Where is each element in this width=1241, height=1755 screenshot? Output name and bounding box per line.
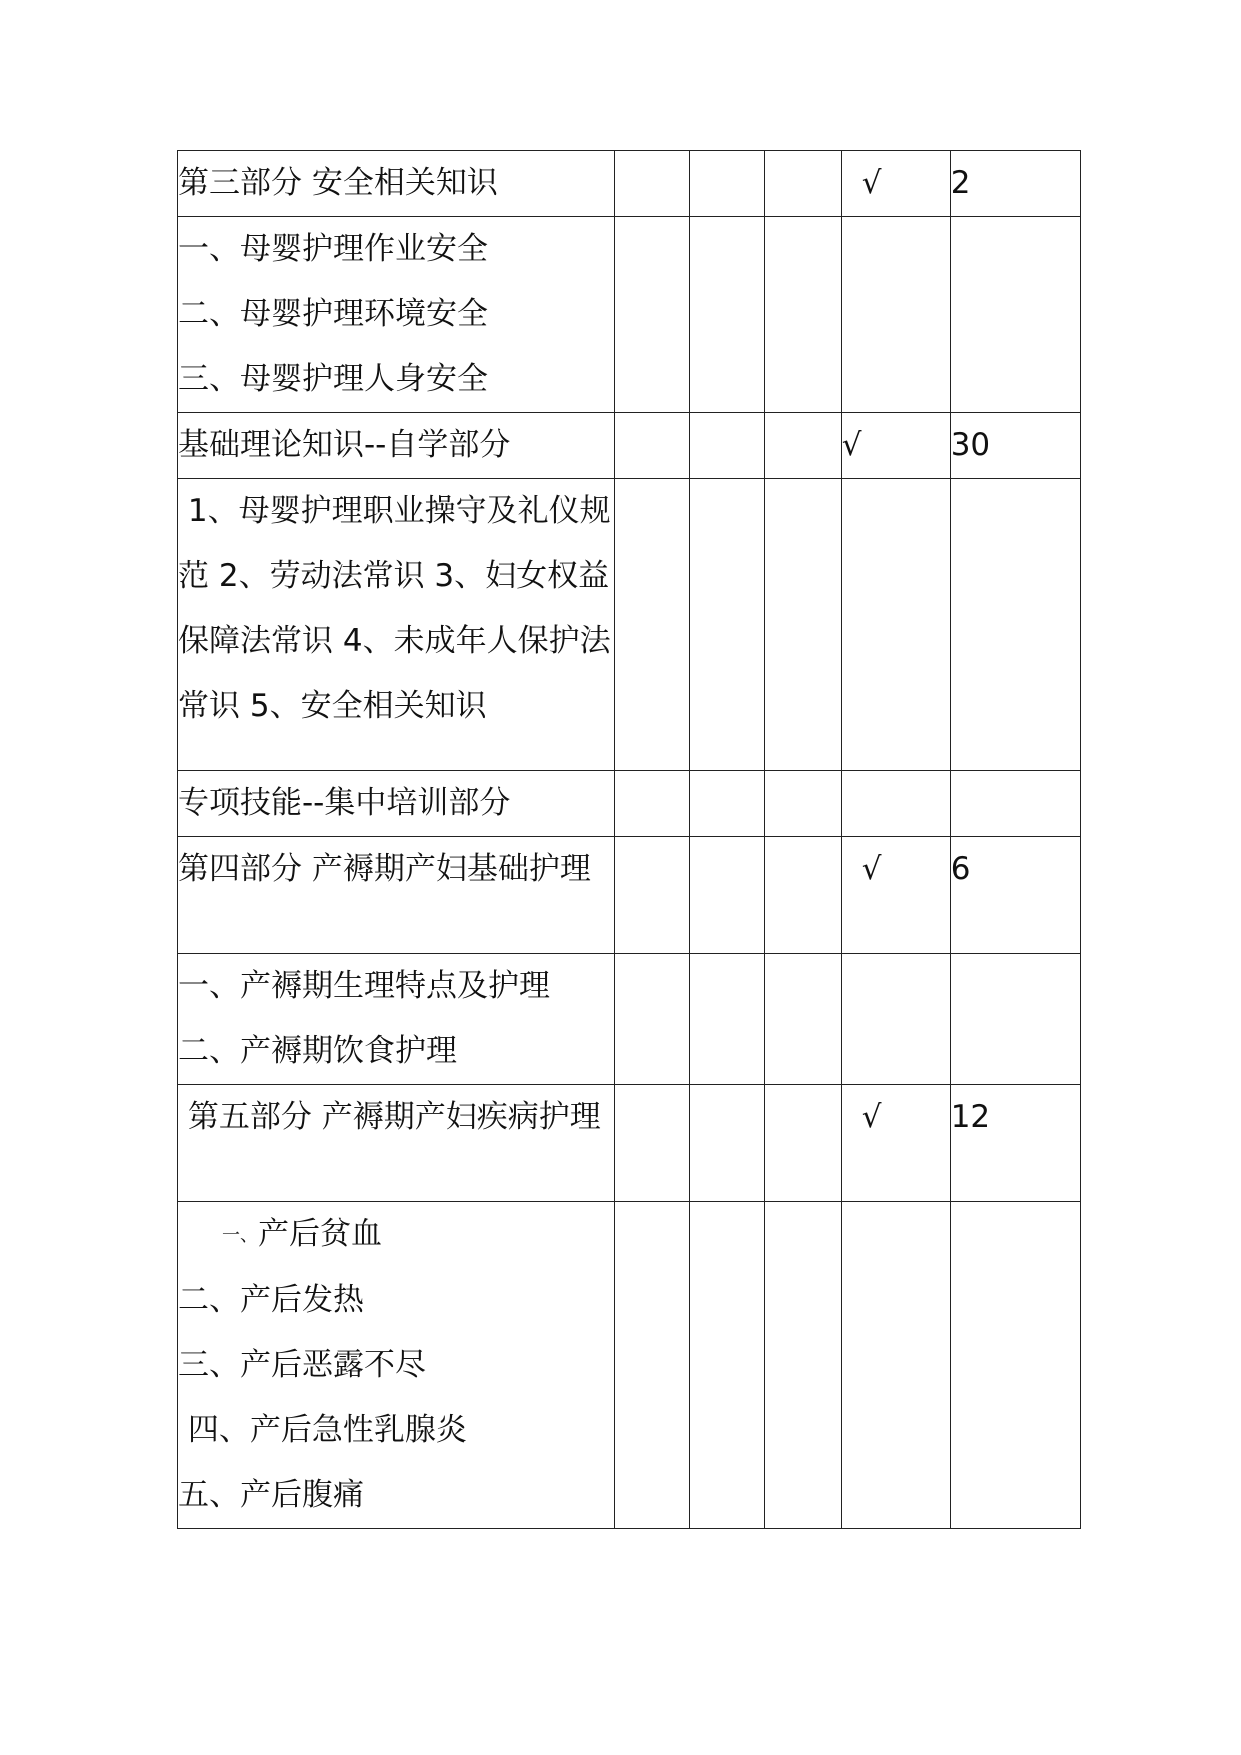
empty-cell (950, 479, 1080, 771)
empty-cell (841, 771, 950, 837)
empty-cell (950, 954, 1080, 1085)
empty-cell (690, 771, 765, 837)
check-cell (841, 151, 950, 217)
row-title: 基础理论知识--自学部分 (178, 427, 511, 463)
item-line: 五、产后腹痛 (178, 1477, 364, 1513)
course-table (177, 150, 1081, 1529)
row-title: 专项技能--集中培训部分 (178, 785, 511, 821)
empty-cell (841, 1202, 950, 1529)
hours-cell (950, 1085, 1080, 1202)
check-cell (841, 413, 950, 479)
table-row (178, 954, 1081, 1085)
hours-cell (950, 151, 1080, 217)
empty-cell (690, 413, 765, 479)
empty-cell (690, 217, 765, 413)
empty-cell (614, 771, 689, 837)
item-text: 产后贫血 (258, 1216, 382, 1252)
empty-cell (690, 1202, 765, 1529)
row-title-cell (178, 837, 615, 954)
hours-value: 12 (950, 1099, 991, 1135)
check-mark: √ (861, 165, 882, 201)
row-items-cell (178, 954, 615, 1085)
item-line: 二、母婴护理环境安全 (178, 296, 488, 332)
empty-cell (614, 479, 689, 771)
empty-cell (614, 1085, 689, 1202)
item-line: 二、产褥期饮食护理 (178, 1033, 457, 1069)
row-title: 第五部分 产褥期产妇疾病护理 (178, 1099, 601, 1135)
row-title-cell (178, 151, 615, 217)
table-row (178, 151, 1081, 217)
check-cell (841, 837, 950, 954)
row-title-cell (178, 413, 615, 479)
table-row (178, 413, 1081, 479)
item-line: 一、产褥期生理特点及护理 (178, 968, 550, 1004)
empty-cell (765, 837, 841, 954)
item-line: 一、母婴护理作业安全 (178, 231, 488, 267)
hours-value: 30 (950, 427, 991, 463)
empty-cell (614, 837, 689, 954)
hours-value: 2 (950, 165, 971, 201)
row-items-cell (178, 479, 615, 771)
hours-value: 6 (950, 851, 971, 887)
empty-cell (690, 1085, 765, 1202)
empty-cell (765, 771, 841, 837)
empty-cell (841, 954, 950, 1085)
row-title-cell (178, 1085, 615, 1202)
row-items-cell (178, 217, 615, 413)
empty-cell (690, 954, 765, 1085)
item-paragraph: 1、母婴护理职业操守及礼仪规范 2、劳动法常识 3、妇女权益保障法常识 4、未成年人保护法常识 5、安全相关知识 (178, 493, 611, 724)
empty-cell (950, 771, 1080, 837)
empty-cell (950, 217, 1080, 413)
item-line: 三、产后恶露不尽 (178, 1347, 426, 1383)
table-row (178, 217, 1081, 413)
table-row (178, 771, 1081, 837)
table-row (178, 837, 1081, 954)
row-items-cell (178, 1202, 615, 1529)
empty-cell (690, 837, 765, 954)
hours-cell (950, 413, 1080, 479)
empty-cell (614, 954, 689, 1085)
empty-cell (690, 151, 765, 217)
row-title: 第四部分 产褥期产妇基础护理 (178, 851, 591, 887)
hours-cell (950, 837, 1080, 954)
empty-cell (614, 217, 689, 413)
table-row (178, 1202, 1081, 1529)
table-row (178, 1085, 1081, 1202)
empty-cell (765, 1085, 841, 1202)
table-row (178, 479, 1081, 771)
item-line: 三、母婴护理人身安全 (178, 361, 488, 397)
empty-cell (765, 217, 841, 413)
row-title: 第三部分 安全相关知识 (178, 165, 498, 201)
empty-cell (765, 151, 841, 217)
empty-cell (765, 954, 841, 1085)
check-mark: √ (841, 427, 862, 463)
empty-cell (765, 413, 841, 479)
row-title-cell (178, 771, 615, 837)
empty-cell (765, 1202, 841, 1529)
empty-cell (690, 479, 765, 771)
item-prefix: 一、 (222, 1225, 258, 1246)
empty-cell (841, 217, 950, 413)
empty-cell (950, 1202, 1080, 1529)
empty-cell (841, 479, 950, 771)
empty-cell (614, 151, 689, 217)
check-mark: √ (861, 851, 882, 887)
empty-cell (614, 1202, 689, 1529)
empty-cell (614, 413, 689, 479)
item-line: 二、产后发热 (178, 1282, 364, 1318)
check-cell (841, 1085, 950, 1202)
empty-cell (765, 479, 841, 771)
check-mark: √ (861, 1099, 882, 1135)
item-line (178, 1202, 614, 1268)
item-line: 四、产后急性乳腺炎 (178, 1412, 467, 1448)
